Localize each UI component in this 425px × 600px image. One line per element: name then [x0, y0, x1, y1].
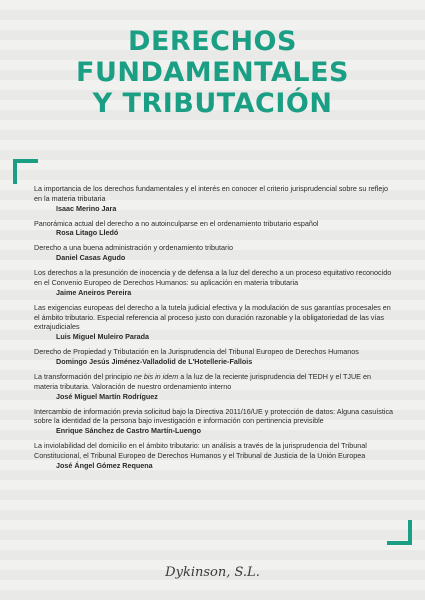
entry-author: Daniel Casas Agudo [56, 253, 126, 263]
entry-title: Los derechos a la presunción de inocencia y de defensa a la luz del derecho a un proceso equitativo reconocido en el Convenio Europeo de Derechos Humanos: su aplicación en materia tributaria [34, 268, 392, 287]
book-title-line: FUNDAMENTALES [76, 57, 349, 88]
book-title-line: Y TRIBUTACIÓN [92, 88, 333, 119]
corner-bracket-top-left [13, 159, 38, 184]
entry-title: Derecho de Propiedad y Tributación en la Jurisprudencia del Tribunal Europeo de Derechos Humanos [34, 347, 359, 357]
book-title-line: DERECHOS [128, 26, 297, 57]
entry-title-part: a la luz de la reciente jurisprudencia del TEDH y el TJUE en materia tributaria. Valoración de nuestro ordenamiento interno [34, 371, 371, 391]
contents-entry [34, 303, 394, 342]
contents-entry [34, 268, 394, 298]
contents-entry [34, 372, 394, 402]
contents-entry [34, 219, 394, 239]
entry-author: José Ángel Gómez Requena [56, 460, 153, 470]
entry-author: Enrique Sánchez de Castro Martín-Luengo [56, 426, 201, 436]
table-of-contents [34, 184, 394, 476]
entry-author: Domingo Jesús Jiménez-Valladolid de L'Hotellerie-Fallois [56, 356, 253, 366]
contents-entry [34, 441, 394, 471]
entry-author: Jaime Aneiros Pereira [56, 287, 132, 297]
entry-author: Isaac Merino Jara [56, 203, 117, 213]
entry-title-italic: ne bis in idem [133, 371, 179, 381]
entry-author: Rosa Litago Lledó [56, 228, 119, 238]
contents-entry [34, 243, 394, 263]
publisher-logo: Dykinson, S.L. [165, 565, 260, 580]
contents-entry [34, 407, 394, 437]
entry-title: Derecho a una buena administración y ordenamiento tributario [34, 243, 233, 253]
entry-title-part: La transformación del principio [34, 371, 134, 381]
entry-title [34, 372, 394, 392]
entry-author: José Miguel Martín Rodríguez [56, 391, 158, 401]
book-title [0, 26, 425, 119]
entry-author: Luis Miguel Muleiro Parada [56, 332, 150, 342]
entry-title: La importancia de los derechos fundamentales y el interés en conocer el criterio jurisprudencial sobre su reflejo en la materia tributaria [34, 184, 388, 203]
contents-entry [34, 184, 394, 214]
entry-title: Panorámica actual del derecho a no autoinculparse en el ordenamiento tributario español [34, 218, 319, 228]
entry-title: Las exigencias europeas del derecho a la tutela judicial efectiva y la modulación de sus garantías procesales en el ámbito tributario. Especial referencia al proceso justo con duración razonable y la obligatoriedad de las vías extrajudiciales [34, 302, 391, 332]
contents-entry [34, 347, 394, 367]
entry-title: Intercambio de información previa solicitud bajo la Directiva 2011/16/UE y protección de datos: Alguna casuística sobre la identidad de la persona bajo investigación e información con pertinencia previsible [34, 406, 394, 426]
entry-title: La inviolabilidad del domicilio en el ámbito tributario: un análisis a través de la jurisprudencia del Tribunal Constitucional, el Tribunal Europeo de Derechos Humanos y el Tribunal de Justicia de la Unión Europea [34, 441, 367, 460]
corner-bracket-bottom-right [387, 520, 412, 545]
